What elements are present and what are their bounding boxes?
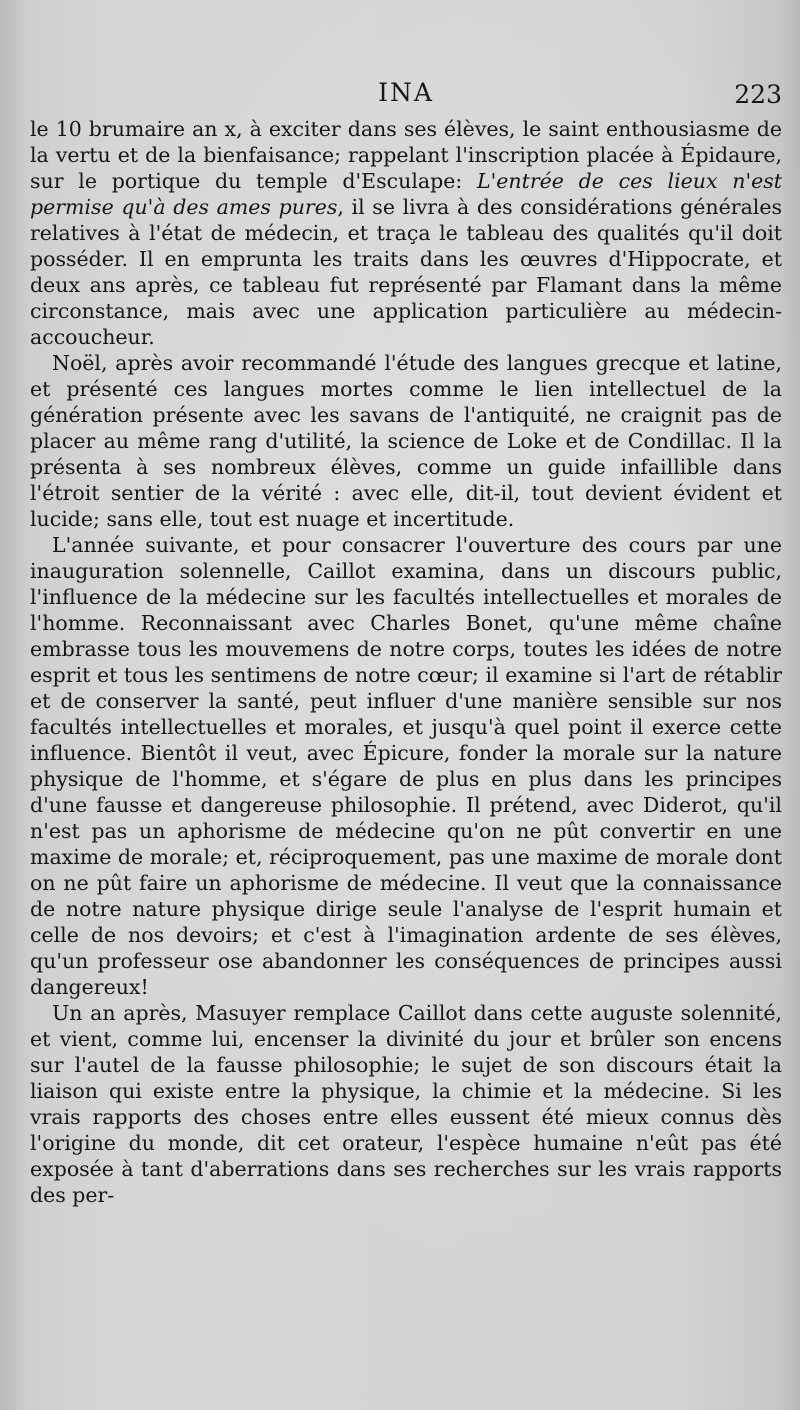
page-body (30, 116, 782, 1208)
paragraph-1-text-cont: , il se livra à des considérations générales relatives à l'état de médecin, et traça le tableau des qualités qu'il doit posséder. Il en emprunta les traits dans les œuvres d'Hippocrate, et deux ans après, ce tableau fut représenté par Flamant dans la même circonstance, mais avec une application particulière au médecin-accoucheur. (30, 195, 782, 349)
paragraph-1 (30, 116, 782, 350)
paragraph-3 (30, 532, 782, 1000)
paragraph-2 (30, 350, 782, 532)
paragraph-4-text: Un an après, Masuyer remplace Caillot dans cette auguste solennité, et vient, comme lui, encenser la divinité du jour et brûler son encens sur l'autel de la fausse philosophie; le sujet de son discours était la liaison qui existe entre la physique, la chimie et la médecine. Si les vrais rapports des choses entre elles eussent été mieux connus dès l'origine du monde, dit cet orateur, l'espèce humaine n'eût pas été exposée à tant d'aberrations dans ses recherches sur les vrais rapports des per- (30, 1001, 782, 1207)
running-title: INA (378, 78, 434, 107)
paragraph-1-text: le 10 brumaire an x, à exciter dans ses élèves, le saint enthousiasme de la vertu et de la bienfaisance; rappelant l'inscription placée à Épidaure, sur le portique du temple d'Esculape: (30, 117, 782, 193)
paragraph-3-text: L'année suivante, et pour consacrer l'ouverture des cours par une inauguration solennelle, Caillot examina, dans un discours public, l'influence de la médecine sur les facultés intellectuelles et morales de l'homme. Reconnaissant avec Charles Bonet, qu'une même chaîne embrasse tous les mouvemens de notre corps, toutes les idées de notre esprit et tous les sentimens de notre cœur; il examine si l'art de rétablir et de conserver la santé, peut influer d'une manière sensible sur nos facultés intellectuelles et morales, et jusqu'à quel point il exerce cette influence. Bientôt il veut, avec Épicure, fonder la morale sur la nature physique de l'homme, et s'égare de plus en plus dans les principes d'une fausse et dangereuse philosophie. Il prétend, avec Diderot, qu'il n'est pas un aphorisme de médecine qu'on ne pût convertir en une maxime de morale; et, réciproquement, pas une maxime de morale dont on ne pût faire un aphorisme de médecine. Il veut que la connaissance de notre nature physique dirige seule l'analyse de l'esprit humain et celle de nos devoirs; et c'est à l'imagination ardente de ses élèves, qu'un professeur ose abandonner les conséquences de principes aussi dangereux! (30, 533, 782, 999)
page-number: 223 (734, 80, 782, 109)
running-head (30, 78, 782, 114)
paragraph-4 (30, 1000, 782, 1208)
paragraph-2-text: Noël, après avoir recommandé l'étude des langues grecque et latine, et présenté ces langues mortes comme le lien intellectuel de la génération présente avec les savans de l'antiquité, ne craignit pas de placer au même rang d'utilité, la science de Loke et de Condillac. Il la présenta à ses nombreux élèves, comme un guide infaillible dans l'étroit sentier de la vérité : avec elle, dit-il, tout devient évident et lucide; sans elle, tout est nuage et incertitude. (30, 351, 782, 531)
paragraph-1-inscription: L'entrée de ces lieux n'est permise qu'à des ames pures (30, 169, 783, 219)
